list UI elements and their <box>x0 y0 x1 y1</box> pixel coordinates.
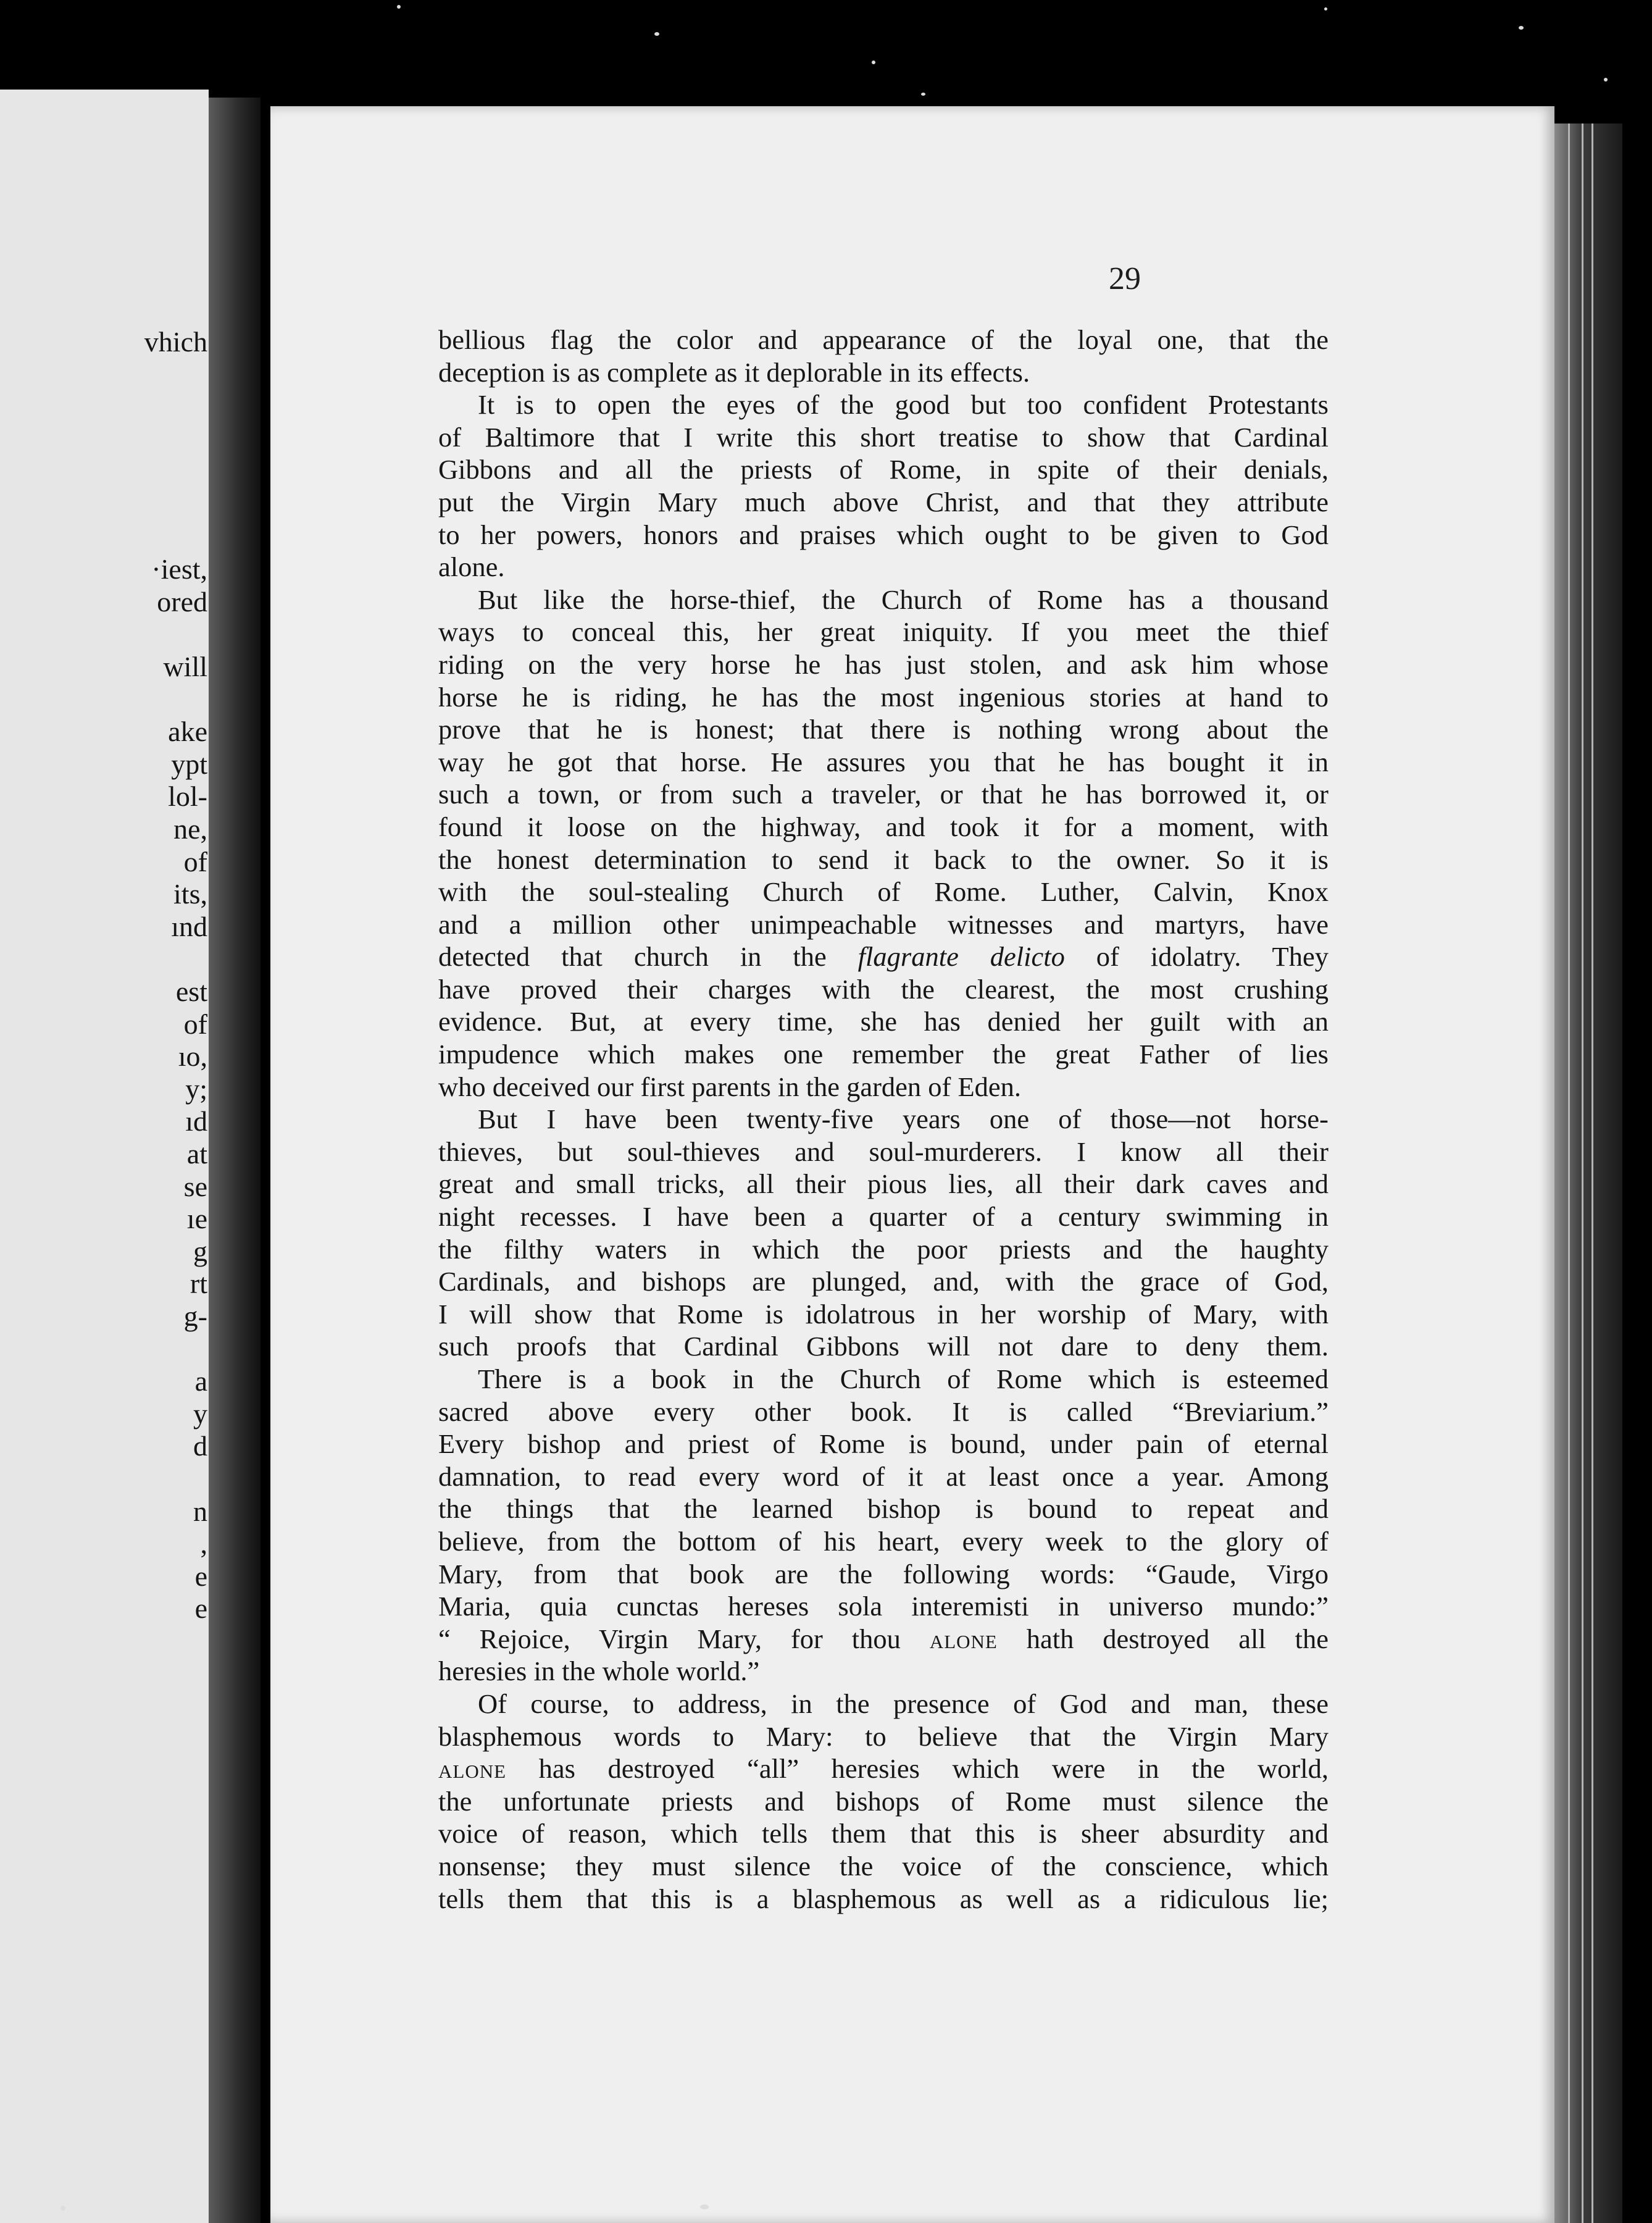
text-line <box>438 1655 1329 1688</box>
text-run: flagrante delicto <box>857 941 1065 973</box>
text-line <box>438 453 1329 486</box>
text-line <box>438 421 1329 454</box>
text-run: prove that he is honest; that there is nothing wrong about the <box>438 714 1329 745</box>
text-run: Cardinals, and bishops are plunged, and, with the grace of God, <box>438 1266 1329 1297</box>
text-line <box>438 1428 1329 1460</box>
previous-page-fragment-line: e <box>194 1593 207 1625</box>
text-run: who deceived our first parents in the garden of Eden. <box>438 1071 1022 1102</box>
text-run: way he got that horse. He assures you that he has bought it in <box>438 746 1329 777</box>
text-line <box>438 844 1329 876</box>
text-line <box>438 356 1329 389</box>
previous-page-fragment <box>0 90 209 2223</box>
text-run: the things that the learned bishop is bound to repeat and <box>438 1493 1329 1525</box>
previous-page-fragment-line: ıo, <box>178 1040 207 1073</box>
text-run: But like the horse-thief, the Church of Rome has a thousand <box>478 584 1329 615</box>
text-run: riding on the very horse he has just stolen, and ask him whose <box>438 648 1329 680</box>
page-edges <box>1554 124 1622 2223</box>
text-line <box>438 1688 1329 1720</box>
text-run: believe, from the bottom of his heart, every week to the glory of <box>438 1525 1329 1557</box>
text-line <box>438 1396 1329 1428</box>
previous-page-fragment-line: ıe <box>186 1203 207 1235</box>
previous-page-fragment-line: g- <box>183 1300 207 1332</box>
text-line <box>438 1525 1329 1558</box>
text-line <box>438 973 1329 1006</box>
text-run: of idolatry. They <box>1064 941 1329 973</box>
text-line <box>438 1817 1329 1850</box>
text-run: It is to open the eyes of the good but too confident Protestants <box>478 389 1329 421</box>
page-number: 29 <box>1109 261 1141 296</box>
text-run: Mary, from that book are the following words: “Gaude, Virgo <box>438 1558 1329 1589</box>
text-run: such proofs that Cardinal Gibbons will not dare to deny them. <box>438 1331 1329 1362</box>
previous-page-fragment-line: e <box>194 1560 207 1592</box>
text-line <box>438 324 1329 356</box>
text-run: hath destroyed all the <box>997 1623 1329 1654</box>
text-line <box>438 1071 1329 1103</box>
text-line <box>438 1558 1329 1591</box>
previous-page-fragment-line: lol- <box>168 781 207 813</box>
text-line <box>438 1785 1329 1818</box>
previous-page-fragment-line: ake <box>168 716 207 748</box>
text-run: impudence which makes one remember the great Father of lies <box>438 1039 1329 1070</box>
text-line <box>438 1883 1329 1915</box>
text-line <box>438 681 1329 714</box>
text-run: alone <box>929 1623 998 1654</box>
previous-page-fragment-line: d <box>193 1430 207 1462</box>
text-run: has destroyed “all” heresies which were in the world, <box>506 1753 1329 1785</box>
previous-page-fragment-line: ne, <box>173 813 207 845</box>
previous-page-fragment-line: rt <box>190 1268 207 1300</box>
text-line <box>438 1590 1329 1623</box>
text-line <box>438 1233 1329 1266</box>
previous-page-fragment-line: , <box>200 1528 207 1560</box>
previous-page-fragment-line: y <box>193 1397 207 1430</box>
previous-page-fragment-line: of <box>183 845 207 877</box>
text-line <box>438 778 1329 811</box>
text-line <box>438 1136 1329 1168</box>
text-run: sacred above every other book. It is called “Breviarium.” <box>438 1396 1329 1427</box>
text-line <box>438 1492 1329 1525</box>
text-line <box>438 1460 1329 1493</box>
text-line <box>438 1363 1329 1396</box>
text-run: deception is as complete as it deplorable in its effects. <box>438 356 1030 388</box>
text-run: alone. <box>438 551 505 583</box>
text-run: Maria, quia cunctas hereses sola interemisti in universo mundo:” <box>438 1591 1329 1622</box>
previous-page-fragment-line: at <box>186 1138 207 1170</box>
previous-page-fragment-line: a <box>194 1365 207 1397</box>
text-run: damnation, to read every word of it at least once a year. Among <box>438 1460 1329 1492</box>
text-run: “ Rejoice, Virgin Mary, for thou <box>438 1623 930 1654</box>
text-run: the honest determination to send it back to the owner. So it is <box>438 844 1329 875</box>
text-run: of Baltimore that I write this short treatise to show that Cardinal <box>438 421 1329 453</box>
text-run: I will show that Rome is idolatrous in her worship of Mary, with <box>438 1298 1329 1329</box>
text-run: night recesses. I have been a quarter of a century swimming in <box>438 1201 1329 1233</box>
text-run: nonsense; they must silence the voice of the conscience, which <box>438 1850 1329 1882</box>
text-line <box>438 1720 1329 1753</box>
text-run: Gibbons and all the priests of Rome, in spite of their denials, <box>438 454 1329 485</box>
text-run: Of course, to address, in the presence of God and man, these <box>478 1688 1329 1719</box>
text-run: have proved their charges with the clearest, the most crushing <box>438 973 1329 1005</box>
text-run: There is a book in the Church of Rome which is esteemed <box>478 1363 1329 1394</box>
text-run: ways to conceal this, her great iniquity. If you meet the thief <box>438 616 1329 648</box>
text-line <box>438 1168 1329 1200</box>
previous-page-fragment-line: g <box>193 1235 207 1267</box>
previous-page-fragment-line: will <box>163 651 207 682</box>
body-text <box>438 324 1329 1915</box>
previous-page-fragment-line: ınd <box>171 910 207 942</box>
text-run: the unfortunate priests and bishops of Rome must silence the <box>438 1785 1329 1817</box>
text-line <box>438 648 1329 681</box>
text-run: tells them that this is a blasphemous as well as a ridiculous lie; <box>438 1883 1329 1914</box>
text-line <box>438 388 1329 421</box>
previous-page-fragment-line: ıd <box>185 1105 207 1137</box>
text-line <box>438 1265 1329 1298</box>
text-line <box>438 713 1329 746</box>
previous-page-fragment-line: est <box>175 976 207 1007</box>
text-line <box>438 1752 1329 1785</box>
text-line <box>438 1298 1329 1331</box>
text-line <box>438 746 1329 779</box>
text-run: found it loose on the highway, and took it for a moment, with <box>438 811 1329 842</box>
book-page <box>270 106 1554 2223</box>
text-line <box>438 1850 1329 1883</box>
text-line <box>438 811 1329 844</box>
text-line <box>438 1200 1329 1233</box>
text-line <box>438 1103 1329 1136</box>
text-line <box>438 1005 1329 1038</box>
previous-page-fragment-line: n <box>193 1495 207 1527</box>
text-run: the filthy waters in which the poor priests and the haughty <box>438 1233 1329 1265</box>
text-run: horse he is riding, he has the most ingenious stories at hand to <box>438 681 1329 713</box>
text-line <box>438 519 1329 551</box>
text-run: Every bishop and priest of Rome is bound, under pain of eternal <box>438 1428 1329 1460</box>
text-line <box>438 486 1329 519</box>
text-run: blasphemous words to Mary: to believe that the Virgin Mary <box>438 1720 1329 1752</box>
text-run: voice of reason, which tells them that this is sheer absurdity and <box>438 1818 1329 1849</box>
text-line <box>438 940 1329 973</box>
text-run: put the Virgin Mary much above Christ, and that they attribute <box>438 486 1329 517</box>
previous-page-fragment-line: of <box>183 1008 207 1040</box>
text-run: detected that church in the <box>438 941 858 973</box>
text-run: heresies in the whole world.” <box>438 1656 760 1687</box>
previous-page-fragment-line: ored <box>157 585 207 618</box>
text-line <box>438 551 1329 584</box>
text-run: and a million other unimpeachable witnesses and martyrs, have <box>438 908 1329 940</box>
text-line <box>438 1038 1329 1071</box>
text-run: thieves, but soul-thieves and soul-murderers. I know all their <box>438 1136 1329 1167</box>
text-line <box>438 616 1329 648</box>
book-gutter <box>209 98 261 2223</box>
previous-page-fragment-line: its, <box>173 878 207 910</box>
previous-page-fragment-line: ·iest, <box>151 553 207 585</box>
text-line <box>438 1623 1329 1656</box>
text-line <box>438 584 1329 616</box>
text-run: But I have been twenty-five years one of those—not horse- <box>478 1103 1329 1135</box>
text-line <box>438 1330 1329 1363</box>
previous-page-fragment-line: vhich <box>144 326 207 358</box>
previous-page-fragment-line: ypt <box>171 748 207 780</box>
previous-page-fragment-line: se <box>183 1170 207 1202</box>
text-run: alone <box>438 1753 507 1785</box>
text-run: with the soul-stealing Church of Rome. Luther, Calvin, Knox <box>438 876 1329 908</box>
previous-page-fragment-line: y; <box>185 1073 207 1105</box>
text-run: evidence. But, at every time, she has denied her guilt with an <box>438 1006 1329 1037</box>
text-run: bellious flag the color and appearance of the loyal one, that the <box>438 324 1329 355</box>
text-run: great and small tricks, all their pious lies, all their dark caves and <box>438 1168 1329 1200</box>
text-line <box>438 908 1329 941</box>
text-run: to her powers, honors and praises which ought to be given to God <box>438 519 1329 550</box>
text-run: such a town, or from such a traveler, or that he has borrowed it, or <box>438 779 1329 810</box>
text-line <box>438 876 1329 908</box>
